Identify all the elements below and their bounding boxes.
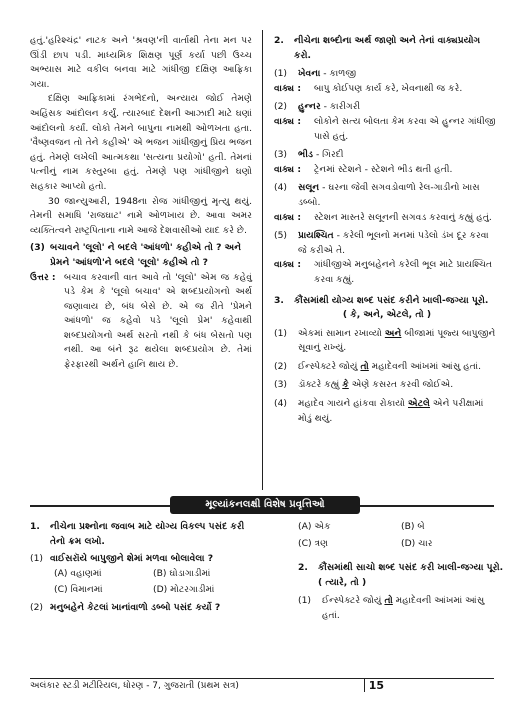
word-item-3 bbox=[274, 148, 500, 177]
lower-right-section bbox=[298, 520, 504, 624]
column-divider bbox=[262, 30, 263, 490]
sentence: ટ્રેનમાં સ્ટેશને - સ્ટેશને ભીડ થતી હતી. bbox=[314, 163, 453, 175]
banner-title bbox=[170, 496, 360, 514]
fill-pre: મહાદેવ ગાયને હાંકવા રોકાયો bbox=[298, 398, 408, 410]
fill-item bbox=[298, 594, 504, 623]
option-c: (C) ત્રણ bbox=[298, 537, 329, 549]
footer-rule bbox=[30, 678, 494, 679]
question-number: 3. bbox=[274, 294, 284, 306]
paragraph-death: 30 જાન્યુઆરી, 1948ના રોજ ગાંધીજીનું મૃત્યુ થયું. તેમની સમાધિ 'રાજઘાટ' નામે ઓળખાય છે. આવા અમર વ્યક્તિત્વને રાષ્ટ્રપિતાના નામે આજે દેશવાસીઓ યાદ કરે છે. bbox=[30, 195, 252, 236]
sub-number: (1) bbox=[30, 553, 44, 565]
option-b: (B) ઘોડાગાડીમાં bbox=[153, 567, 211, 579]
fill-post: એને પરીક્ષામાં મોડું થયું. bbox=[298, 398, 484, 424]
option-d: (D) મોટરગાડીમાં bbox=[153, 584, 215, 596]
fill-item-1 bbox=[274, 327, 500, 356]
fill-answer: કે bbox=[342, 379, 349, 391]
right-column bbox=[274, 34, 500, 426]
fill-answer: તો bbox=[360, 360, 369, 372]
answer-text: બચાવ કરવાની વાત આવે તો 'લૂલો' એમ જ કહેવું પડે કેમ કે 'લૂલો બચાવ' એ શબ્દપ્રયોગનો અર્થ જણાવાય છે, બંધ બેસે છે. એ જ રીતે 'પ્રેમને આંધળો' જ કહેવો પડે 'લૂલો પ્રેમ' કહેવાથી શબ્દપ્રયોગનો અર્થ સરતો નથી કે બંધ બેસતો પણ નથી. આ બંને રૂઢ થયેલા શબ્દપ્રયોગ છે. તેમાં ફેરફારથી અર્થને હાનિ થાય છે. bbox=[64, 271, 252, 371]
question-2 bbox=[274, 34, 500, 63]
mcq-question-1 bbox=[30, 520, 252, 549]
fill-item-2 bbox=[274, 360, 500, 375]
item-number: (1) bbox=[274, 68, 288, 80]
word-item-5 bbox=[274, 229, 500, 287]
option-a: (A) એક bbox=[298, 521, 331, 532]
question-number: 2. bbox=[298, 562, 308, 574]
word: સલૂન bbox=[298, 182, 320, 194]
sub-number: (2) bbox=[30, 601, 44, 613]
answer-block bbox=[30, 271, 252, 373]
fill-answer: એટલે bbox=[408, 398, 430, 410]
question-text: નીચેના પ્રશ્નોના જવાબ માટે યોગ્ય વિકલ્પ પસંદ કરી તેનો ક્રમ લખો. bbox=[50, 521, 245, 547]
word-choices: ( ત્યારે, તો ) bbox=[318, 576, 367, 588]
mcq-options-1 bbox=[54, 567, 252, 598]
item-number: (1) bbox=[274, 327, 288, 339]
fill-post: એણે કસરત કરવી જોઈએ. bbox=[348, 379, 454, 391]
word-choices: ( કે, અને, એટલે, તો ) bbox=[342, 309, 432, 321]
word-item-2 bbox=[274, 100, 500, 144]
paragraph-childhood: હતું.'હરિશ્ચંદ્ર' નાટક અને 'શ્રવણ'ની વાર્તાથી તેના મન પર ઊંડી છાપ પડી. માધ્યમિક શિક્ષણ પૂર્ણ કર્યા પછી ઉચ્ચ અભ્યાસ માટે વકીલ બનવા માટે ગાંધીજી દક્ષિણ આફ્રિકા ગયા. bbox=[30, 35, 252, 90]
sentence: ગાંધીજીએ મનુબહેનને કરેલી ભૂલ માટે પ્રાયશ્ચિત કરવા કહ્યું. bbox=[314, 259, 493, 285]
section-banner bbox=[0, 496, 524, 514]
word-meaning: - ઘરના જેવી સગવડોવાળો રેલ-ગાડીનો ખાસ ડબ્બો. bbox=[298, 182, 480, 208]
fill-pre: એકમાં સામાન રખાવ્યો bbox=[298, 327, 385, 339]
word-item-1 bbox=[274, 67, 500, 96]
sentence: લોકોને સત્ય બોલતા કેમ કરવા એ હુન્નર ગાંધીજી પાસે હતું. bbox=[314, 115, 496, 142]
sub-question: વાઈસરૉયે બાપુજીને શેમાં મળવા બોલાવેલા ? bbox=[50, 553, 214, 565]
item-number: (2) bbox=[274, 360, 288, 372]
mcq-sub-2 bbox=[30, 601, 252, 616]
fill-pre: ઈન્સ્પેક્ટરે જોયું bbox=[298, 360, 361, 372]
fill-answer: તો bbox=[384, 595, 393, 607]
item-number: (3) bbox=[274, 149, 288, 161]
word: ખેવના bbox=[298, 68, 321, 80]
item-number: (2) bbox=[274, 101, 288, 113]
sentence: સ્ટેશન માસ્તરે સલૂનની સગવડ કરવાનું કહ્યું હતું. bbox=[314, 211, 492, 223]
question-3-fill bbox=[274, 294, 500, 309]
fill-pre: ઈન્સ્પેક્ટરે જોયું bbox=[322, 595, 385, 607]
item-number: (5) bbox=[274, 230, 288, 242]
footer-text: અલંકાર સ્ટડી મટીરિયલ, ધોરણ - 7, ગુજરાતી (પ્રથમ સત્ર) bbox=[30, 681, 239, 691]
fill-post: મહાદેવની આંખમાં આંસુ હતાં. bbox=[368, 360, 482, 372]
question-number: 2. bbox=[274, 35, 284, 46]
sentence-label: વાક્ય : bbox=[274, 82, 302, 94]
word-meaning: - કરેલી ભૂલનો મનમાં પડેલો ડંખ દૂર કરવા જે કરીએ તે. bbox=[298, 230, 489, 256]
item-number: (4) bbox=[274, 182, 288, 194]
question-number: (3) bbox=[30, 242, 45, 254]
option-c: (C) વિમાનમાં bbox=[54, 584, 103, 596]
word-item-4 bbox=[274, 181, 500, 225]
sentence: બાપુ કોઈપણ કાર્ય કરે, ખેવનાથી જ કરે. bbox=[314, 82, 463, 94]
item-number: (3) bbox=[274, 379, 288, 391]
fill-post: મહાદેવની આંખમાં આંસુ હતાં. bbox=[322, 595, 485, 621]
word-meaning: - કાળજી bbox=[320, 68, 357, 80]
sentence-label: વાક્ય : bbox=[274, 163, 302, 175]
question-text: બચાવને 'લૂલો' ને બદલે 'આંધળો' કહીએ તો ? અને પ્રેમને 'આંધળો'ને બદલે 'લૂલો' કહીએ તો ? bbox=[50, 242, 242, 268]
answer-label: ઉત્તર : bbox=[30, 271, 56, 283]
word: ભીડ bbox=[298, 149, 314, 161]
option-d: (D) ચાર bbox=[401, 537, 433, 549]
fill-pre: ડૉક્ટરે કહ્યું bbox=[298, 379, 343, 391]
option-b: (B) બે bbox=[401, 521, 425, 532]
fill-item-4 bbox=[274, 397, 500, 426]
paragraph-south-africa: દક્ષિણ આફ્રિકામાં રંગભેદનો, અન્યાય જોઈ તેમણે અહિંસક આંદોલન કર્યું. ત્યારબાદ દેશની આઝાદી માટે ઘણાં આંદોલનો કર્યાં. લોકો તેમને બાપુના નામથી ઓળખતા હતા. 'વૈષ્ણવજન તો તેને કહીએ' એ ભજન ગાંધીજીનું પ્રિય ભજન હતું. તેમણે લખેલી આત્મકથા 'સત્યના પ્રયોગો' હતી. તેમનાં પત્નીનું નામ કસ્તુરબા હતું. તેમણે પણ ગાંધીજીને ઘણો સહકાર આપ્યો હતો. bbox=[30, 93, 252, 192]
word: પ્રાયશ્ચિત bbox=[298, 230, 334, 242]
item-number: (1) bbox=[298, 595, 312, 607]
question-3 bbox=[30, 241, 252, 270]
fill-post: બીજામાં પૂજ્ય બાપુજીને સૂવાનું રાખ્યું. bbox=[298, 327, 496, 354]
word: હુન્નર bbox=[298, 101, 321, 113]
banner-text: મૂલ્યાંકનલક્ષી વિશેષ પ્રવૃત્તિઓ bbox=[205, 499, 325, 510]
left-column bbox=[30, 34, 252, 373]
page-number: 15 bbox=[364, 679, 384, 692]
sentence-label: વાક્ય : bbox=[274, 211, 302, 223]
word-meaning: - ગિરદી bbox=[313, 149, 344, 161]
fill-item-3 bbox=[274, 378, 500, 393]
question-text: કૌંસમાંથી સાચો શબ્દ પસંદ કરી ખાલી-જગ્યા પૂરો. bbox=[318, 562, 504, 574]
word-meaning: - કારીગરી bbox=[320, 101, 361, 113]
sub-question: મનુબહેને કેટલાં ખાનાંવાળો ડબ્બો પસંદ કર્યો ? bbox=[50, 601, 221, 613]
question-text: નીચેના શબ્દોના અર્થ જાણો અને તેનાં વાક્યપ્રયોગ કરો. bbox=[294, 35, 481, 61]
sentence-label: વાક્ય : bbox=[274, 259, 302, 271]
mcq-options-2 bbox=[298, 520, 504, 551]
question-text: કૌંસમાંથી યોગ્ય શબ્દ પસંદ કરીને ખાલી-જગ્યા પૂરો. bbox=[294, 294, 489, 306]
fill-question-2 bbox=[298, 561, 504, 576]
item-number: (4) bbox=[274, 398, 288, 410]
fill-answer: અને bbox=[384, 327, 402, 339]
question-number: 1. bbox=[30, 521, 40, 532]
option-a: (A) વહાણમાં bbox=[54, 567, 102, 579]
sentence-label: વાક્ય : bbox=[274, 115, 302, 127]
mcq-section bbox=[30, 520, 252, 616]
mcq-sub-1 bbox=[30, 552, 252, 567]
